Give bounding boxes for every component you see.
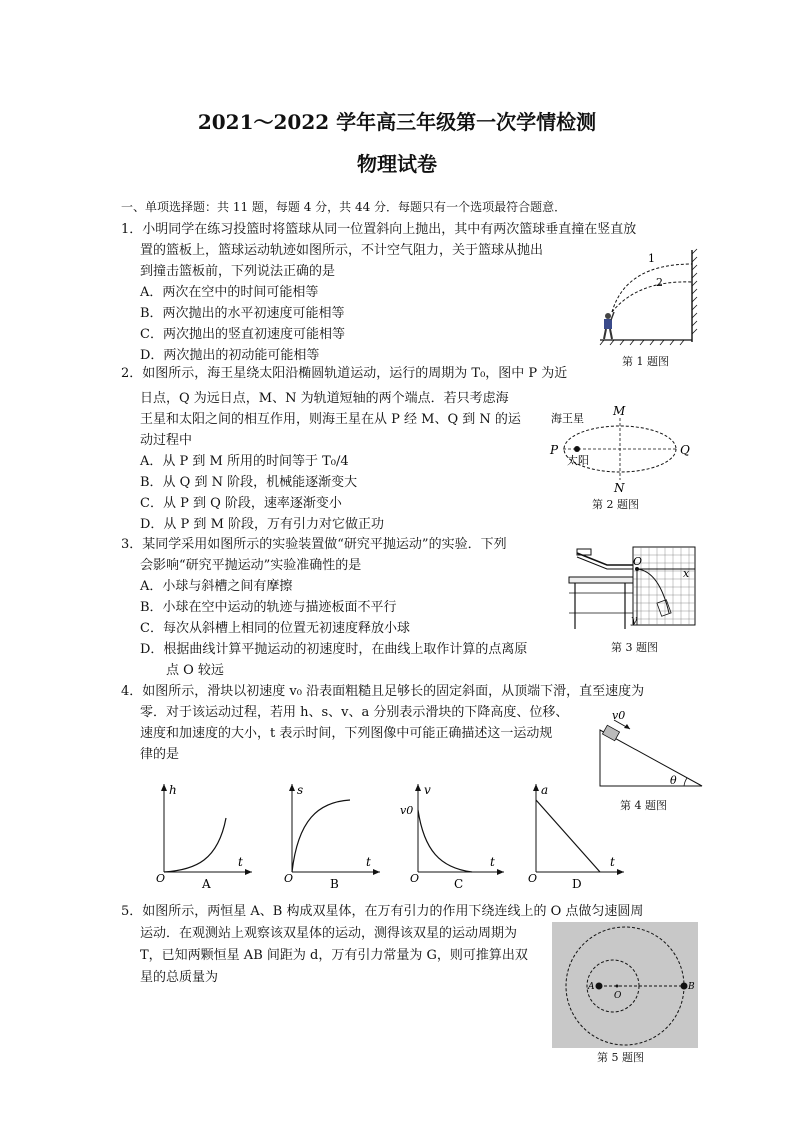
q4-line-3: 速度和加速度的大小，t 表示时间，下列图像中可能正确描述这一运动规: [140, 726, 553, 741]
q1-option-b: B．两次抛出的水平初速度可能相等: [140, 306, 345, 321]
q4-line-4: 律的是: [140, 747, 180, 762]
graph-d: [528, 780, 628, 890]
q2-option-b: B．从 Q 到 N 阶段，机械能逐渐变大: [140, 475, 358, 490]
graph-d-option: D: [572, 877, 582, 891]
center-o: [616, 985, 619, 988]
graph-a: [156, 780, 256, 890]
origin-label: O: [633, 555, 643, 568]
q3-option-d-line-2: 点 O 较远: [166, 663, 224, 678]
q3-option-b: B．小球在空中运动的轨迹与描迹板面不平行: [140, 600, 397, 615]
trajectory-label-1: 1: [648, 252, 655, 265]
page-title: 2021～2022 学年高三年级第一次学情检测: [197, 110, 597, 134]
q5-caption: 第 5 题图: [597, 1051, 644, 1064]
star-b-label: B: [688, 982, 695, 992]
q2-figure: [545, 404, 695, 494]
x-axis-label: x: [683, 567, 690, 580]
point-q-label: Q: [680, 443, 690, 457]
graph-d-xlabel: t: [610, 855, 615, 869]
q1-option-d: D．两次抛出的初动能可能相等: [140, 348, 320, 363]
graph-c-origin: O: [410, 872, 420, 885]
q1-caption: 第 1 题图: [622, 355, 669, 368]
graph-c-option: C: [454, 877, 464, 891]
q2-option-a: A．从 P 到 M 所用的时间等于 T₀/4: [140, 454, 349, 469]
graph-a-option: A: [202, 877, 211, 891]
q4-line-2: 零．对于该运动过程，若用 h、s、v、a 分别表示滑块的下降高度、位移、: [140, 705, 569, 720]
graph-a-ylabel: h: [169, 783, 177, 797]
v0-label: v0: [612, 709, 626, 722]
page-subtitle: 物理试卷: [357, 152, 437, 176]
sun-dot: [574, 446, 580, 452]
q1-line-2: 置的篮板上，篮球运动轨迹如图所示，不计空气阻力，关于篮球从抛出: [140, 243, 544, 258]
q2-caption: 第 2 题图: [592, 498, 639, 511]
q3-line-2: 会影响“研究平抛运动”实验准确性的是: [140, 558, 362, 573]
section-heading: 一、单项选择题：共 11 题，每题 4 分，共 44 分．每题只有一个选项最符合题意．: [121, 200, 567, 214]
y-axis-label: y: [631, 613, 638, 626]
sun-label: 太阳: [567, 454, 589, 467]
q4-line-1: 4．如图所示，滑块以初速度 v₀ 沿表面粗糙且足够长的固定斜面，从顶端下滑，直至速度为: [121, 684, 645, 699]
q3-caption: 第 3 题图: [611, 641, 658, 654]
star-a: [596, 983, 603, 990]
star-b: [681, 983, 688, 990]
graph-c: [400, 780, 510, 890]
q1-option-c: C．两次抛出的竖直初速度可能相等: [140, 327, 345, 342]
q1-option-a: A．两次在空中的时间可能相等: [140, 285, 319, 300]
graph-b-option: B: [330, 877, 339, 891]
graph-a-origin: O: [156, 872, 166, 885]
graph-c-xlabel: t: [490, 855, 495, 869]
player-figure: [604, 312, 614, 339]
trajectory-label-2: 2: [656, 276, 663, 289]
graph-b-origin: O: [284, 872, 294, 885]
q2-line-4: 动过程中: [140, 433, 193, 448]
point-n-label: N: [614, 481, 625, 495]
q4-incline-figure: [596, 710, 706, 790]
graph-c-ylabel: v: [424, 783, 431, 797]
q5-figure: [552, 922, 698, 1048]
q5-line-3: T，已知两颗恒星 AB 间距为 d，万有引力常量为 G，则可推算出双: [140, 948, 528, 963]
q3-figure: [567, 543, 702, 633]
q3-line-1: 3．某同学采用如图所示的实验装置做“研究平抛运动”的实验．下列: [121, 537, 507, 552]
star-a-label: A: [588, 982, 595, 992]
q1-figure: [598, 246, 708, 346]
theta-label: θ: [670, 774, 677, 787]
q5-line-2: 运动．在观测站上观察该双星体的运动，测得该双星的运动周期为: [140, 926, 518, 941]
q2-line-3: 王星和太阳之间的相互作用，则海王星在从 P 经 M、Q 到 N 的运: [140, 412, 521, 427]
q3-option-c: C．每次从斜槽上相同的位置无初速度释放小球: [140, 621, 410, 636]
graph-d-ylabel: a: [541, 783, 549, 797]
graph-a-xlabel: t: [238, 855, 243, 869]
q1-line-1: 1．小明同学在练习投篮时将篮球从同一位置斜向上抛出，其中有两次篮球垂直撞在竖直放: [121, 222, 637, 237]
neptune-label: 海王星: [551, 412, 584, 425]
graph-b-ylabel: s: [297, 783, 304, 797]
center-o-label: O: [614, 991, 622, 1001]
graph-c-v0: v0: [400, 804, 414, 817]
q4-caption: 第 4 题图: [620, 799, 667, 812]
q3-option-a: A．小球与斜槽之间有摩擦: [140, 579, 293, 594]
point-p-label: P: [550, 443, 559, 457]
q2-line-2: 日点，Q 为远日点，M、N 为轨道短轴的两个端点．若只考虑海: [140, 391, 509, 406]
q5-line-1: 5．如图所示，两恒星 A、B 构成双星体，在万有引力的作用下绕连线上的 O 点做匀速圆周: [121, 904, 644, 919]
q2-option-d: D．从 P 到 M 阶段，万有引力对它做正功: [140, 517, 385, 532]
point-m-label: M: [613, 404, 626, 418]
graph-b: [284, 780, 384, 890]
graph-b-xlabel: t: [366, 855, 371, 869]
q2-line-1: 2．如图所示，海王星绕太阳沿椭圆轨道运动，运行的周期为 T₀，图中 P 为近: [121, 366, 568, 381]
q5-line-4: 星的总质量为: [140, 970, 219, 985]
q1-line-3: 到撞击篮板前，下列说法正确的是: [140, 264, 336, 279]
q2-option-c: C．从 P 到 Q 阶段，速率逐渐变小: [140, 496, 342, 511]
q3-option-d-line-1: D．根据曲线计算平抛运动的初速度时，在曲线上取作计算的点离原: [140, 642, 528, 657]
graph-d-origin: O: [528, 872, 538, 885]
